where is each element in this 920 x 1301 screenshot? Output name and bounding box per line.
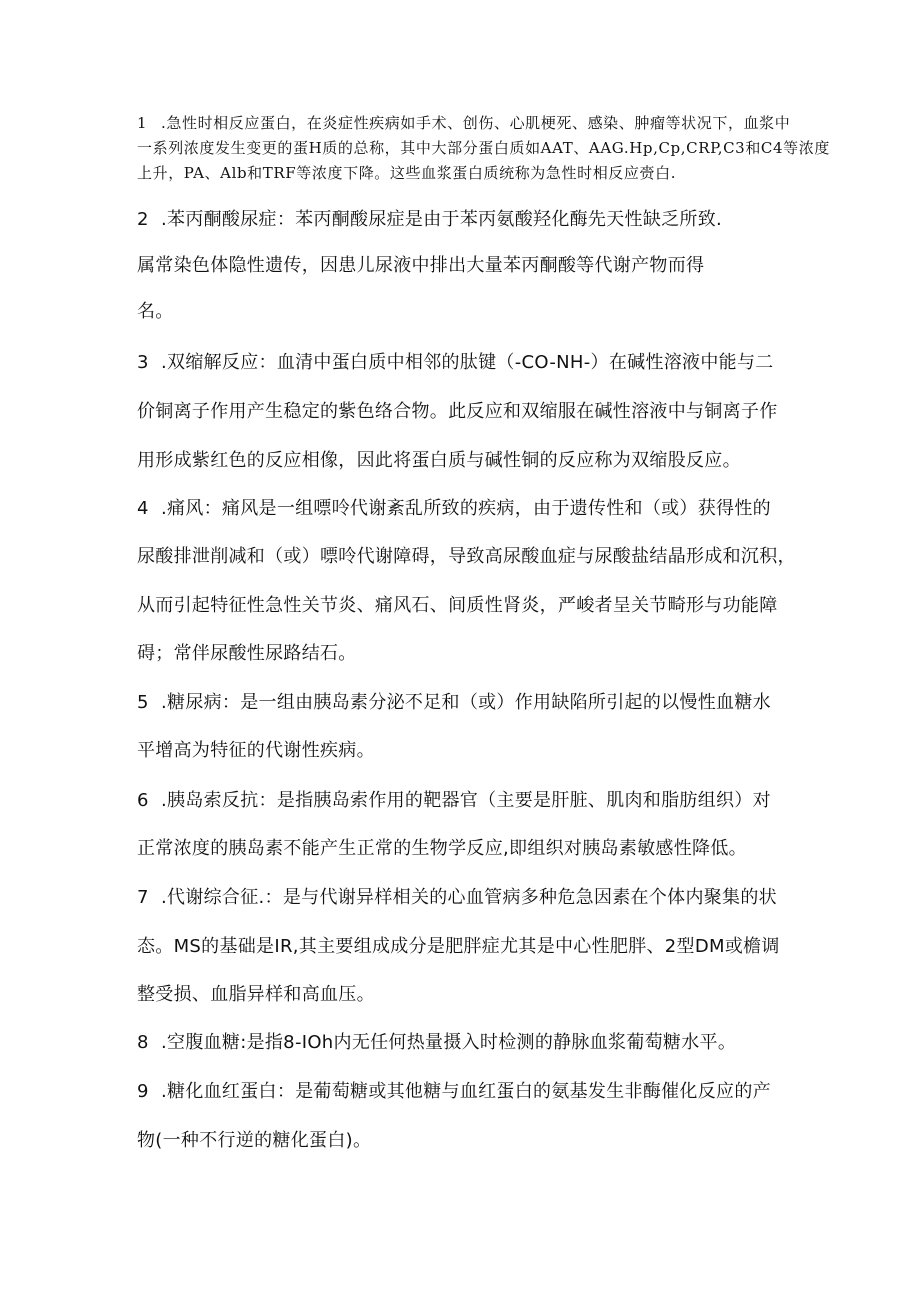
item-7-line-3: [137, 980, 375, 1006]
item-3-number: 3: [137, 352, 149, 373]
item-1-line-1: [137, 112, 790, 133]
item-8-text-line-1: .空腹血糖:是指8-IOh内无任何热量摄入时检测的静脉血浆葡萄糖水平。: [161, 1032, 737, 1053]
item-5-line-1: [137, 688, 771, 714]
item-9-text-line-1: .糖化血红蛋白：是葡萄糖或其他糖与血红蛋白的氨基发生非酶催化反应的产: [161, 1081, 771, 1102]
item-3-line-2: [137, 397, 778, 423]
item-3-text-line-2: 价铜离子作用产生稳定的紫色络合物。此反应和双缩服在碱性溶液中与铜离子作: [137, 401, 778, 422]
item-7-text-line-2: 态。MS的基础是IR,其主要组成成分是肥胖症尤其是中心性肥胖、2型DM或檐调: [137, 936, 780, 957]
item-9-line-1: [137, 1077, 771, 1103]
item-1-text-line-2: 一系列浓度发生变更的蛋H质的总称，其中大部分蛋白质如AAT、AAG.Hp,Cp,CRP,C3和C4等浓度: [137, 139, 830, 157]
item-3-line-1: [137, 348, 774, 374]
item-2-line-2: [137, 251, 704, 277]
item-6-line-1: [137, 786, 771, 812]
item-7-text-line-1: .代谢综合征.：是与代谢异样相关的心血管病多种危急因素在个体内聚集的状: [161, 887, 777, 908]
item-6-text-line-2: 正常浓度的胰岛素不能产生正常的生物学反应,即组织对胰岛素敏感性降低。: [137, 838, 747, 859]
item-5-line-2: [137, 736, 375, 762]
item-2-line-3: [137, 297, 174, 323]
item-4-line-2: [137, 542, 796, 568]
item-1-line-2: [137, 137, 830, 158]
item-4-number: 4: [137, 498, 149, 519]
item-1-text-line-3: 上升，PA、Alb和TRF等浓度下降。这些血浆蛋白质统称为急性时相反应赍白.: [137, 164, 677, 182]
item-2-number: 2: [137, 209, 149, 230]
item-6-text-line-1: .胰岛索反抗：是指胰岛索作用的靶器官（主要是肝脏、肌肉和脂肪组织）对: [161, 790, 771, 811]
item-3-text-line-1: .双缩解反应：血清中蛋白质中相邻的肽键（-CO-NH-）在碱性溶液中能与二: [161, 352, 774, 373]
item-4-text-line-1: .痛风：痛风是一组嘌呤代谢紊乱所致的疾病，由于遗传性和（或）获得性的: [161, 498, 771, 519]
item-1-text-line-1: .急性时相反应蛋白，在炎症性疾病如手术、创伤、心肌梗死、感染、肿瘤等状况下，血浆中: [161, 114, 791, 132]
item-4-line-4: [137, 639, 357, 665]
item-3-line-3: [137, 446, 741, 472]
item-7-line-2: [137, 932, 780, 958]
item-5-number: 5: [137, 692, 149, 713]
item-7-line-1: [137, 883, 777, 909]
item-8-line-1: [137, 1028, 736, 1054]
item-2-text-line-1: .苯丙酮酸尿症：苯丙酮酸尿症是由于苯丙氨酸羟化酶先天性缺乏所致.: [161, 209, 723, 230]
item-4-text-line-2: 尿酸排泄削减和（或）嘌呤代谢障碍，导致高尿酸血症与尿酸盐结晶形成和沉积，: [137, 546, 796, 567]
item-4-text-line-4: 碍；常伴尿酸性尿路结石。: [137, 643, 357, 664]
item-1-line-3: [137, 162, 676, 183]
item-5-text-line-2: 平增高为特征的代谢性疾病。: [137, 740, 375, 761]
item-5-text-line-1: .糖尿病：是一组由胰岛素分泌不足和（或）作用缺陷所引起的以慢性血糖水: [161, 692, 771, 713]
item-2-text-line-3: 名。: [137, 301, 174, 322]
item-7-number: 7: [137, 887, 149, 908]
item-8-number: 8: [137, 1032, 149, 1053]
item-2-line-1: [137, 205, 722, 231]
item-9-line-2: [137, 1126, 371, 1152]
item-2-text-line-2: 属常染色体隐性遗传，因患儿尿液中排出大量苯丙酮酸等代谢产物而得: [137, 255, 705, 276]
item-6-number: 6: [137, 790, 149, 811]
item-3-text-line-3: 用形成紫红色的反应相像，因此将蛋白质与碱性铜的反应称为双缩股反应。: [137, 450, 741, 471]
item-4-line-1: [137, 494, 771, 520]
item-1-number: 1: [137, 114, 148, 132]
item-4-text-line-3: 从而引起特征性急性关节炎、痛风石、间质性肾炎，严峻者呈关节畸形与功能障: [137, 595, 778, 616]
item-6-line-2: [137, 834, 747, 860]
item-4-line-3: [137, 591, 778, 617]
item-9-number: 9: [137, 1081, 149, 1102]
item-7-text-line-3: 整受损、血脂异样和高血压。: [137, 984, 375, 1005]
item-9-text-line-2: 物(一种不行逆的糖化蛋白)。: [137, 1130, 372, 1151]
